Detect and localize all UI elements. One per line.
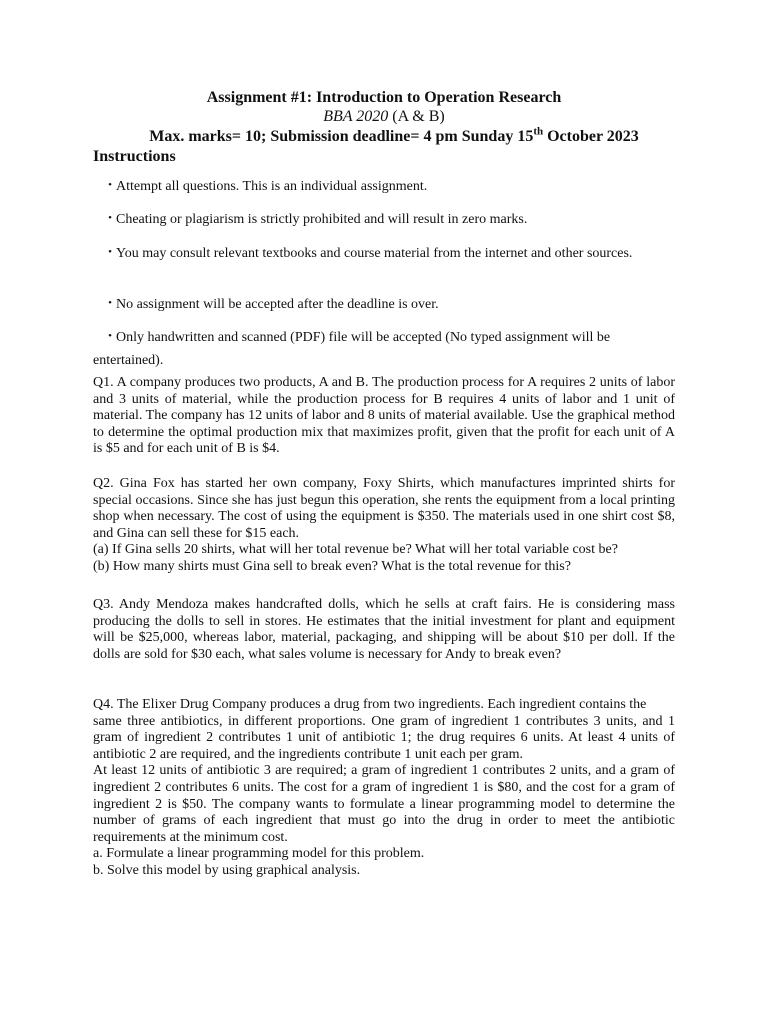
instruction-item [93, 241, 683, 265]
course-sections: (A & B) [388, 108, 445, 125]
question-1 [93, 375, 675, 458]
question-4-paragraph-1: same three antibiotics, in different proportions. One gram of ingredient 1 contributes 3 units, and 1 gram of ingredient 2 contributes 1 unit of antibiotic 1; the drug requires 6 units. At least 4 units of antibiotic 2 are required, and the ingredients contribute 1 unit each per gram. [93, 713, 675, 762]
question-4-paragraph-2: At least 12 units of antibiotic 3 are required; a gram of ingredient 1 contributes 2 units, and a gram of ingredient 2 contributes 6 units. The cost for a gram of ingredient 1 is $80, and the cost for a gram of ingredient 2 is $50. The company wants to formulate a linear programming model to determine the number of grams of each ingredient that must go into the drug in order to meet the antibiotic requirements at the minimum cost. [93, 763, 675, 845]
marks-deadline-line [94, 127, 694, 147]
deadline-month-year: October 2023 [543, 128, 639, 145]
bullet-icon: • [108, 297, 112, 309]
instruction-item [93, 174, 683, 198]
course-line [0, 107, 768, 127]
date-ordinal-suffix: th [533, 125, 544, 138]
instruction-item [93, 325, 683, 372]
instruction-text: Cheating or plagiarism is strictly prohibited and will result in zero marks. [116, 212, 528, 227]
bullet-icon: • [108, 330, 112, 342]
course-name: BBA 2020 [323, 108, 389, 125]
question-2-part-b: (b) How many shirts must Gina sell to break even? What is the total revenue for this? [93, 558, 571, 574]
question-4-intro: Q4. The Elixer Drug Company produces a drug from two ingredients. Each ingredient contains the [93, 697, 647, 712]
instruction-item [93, 207, 683, 231]
marks-deadline-text: Max. marks= 10; Submission deadline= 4 pm Sunday 15 [149, 128, 534, 145]
bullet-icon: • [108, 179, 112, 191]
question-2-text: Q2. Gina Fox has started her own company, Foxy Shirts, which manufactures imprinted shirts for special occasions. Since she has just begun this operation, she rents the equipment from a local printing shop when necessary. The cost of using the equipment is $350. The materials used in one shirt cost $8, and Gina can sell these for $15 each. [93, 476, 675, 541]
bullet-icon: • [108, 246, 112, 258]
bullet-icon: • [108, 212, 112, 224]
instruction-text: Only handwritten and scanned (PDF) file will be accepted (No typed assignment will be entertained). [93, 330, 611, 368]
question-1-text: Q1. A company produces two products, A and B. The production process for A requires 2 units of labor and 3 units of material, while the production process for B requires 4 units of labor and 1 unit of material. The company has 12 units of labor and 8 units of material available. Use the graphical method to determine the optimal production mix that maximizes profit, given that the profit for each unit of A is $5 and for each unit of B is $4. [93, 375, 675, 457]
question-4 [93, 697, 675, 880]
instruction-text: Attempt all questions. This is an individual assignment. [116, 179, 428, 194]
question-2-part-a: (a) If Gina sells 20 shirts, what will her total revenue be? What will her total variable cost be? [93, 542, 618, 558]
instruction-item [93, 292, 683, 316]
question-4-part-a: a. Formulate a linear programming model for this problem. [93, 846, 425, 862]
question-4-part-b: b. Solve this model by using graphical analysis. [93, 862, 361, 878]
question-2 [93, 476, 675, 576]
instructions-heading: Instructions [93, 148, 176, 165]
question-3-text: Q3. Andy Mendoza makes handcrafted dolls, which he sells at craft fairs. He is considering mass producing the dolls to sell in stores. He estimates that the initial investment for plant and equipment will be $25,000, whereas labor, material, packaging, and shipping will be about $10 per doll. If the dolls are sold for $30 each, what sales volume is necessary for Andy to break even? [93, 597, 675, 662]
assignment-title: Assignment #1: Introduction to Operation Research [206, 89, 562, 106]
instruction-text: You may consult relevant textbooks and course material from the internet and other sources. [116, 246, 633, 261]
question-3 [93, 597, 675, 663]
instruction-text: No assignment will be accepted after the deadline is over. [116, 297, 439, 312]
